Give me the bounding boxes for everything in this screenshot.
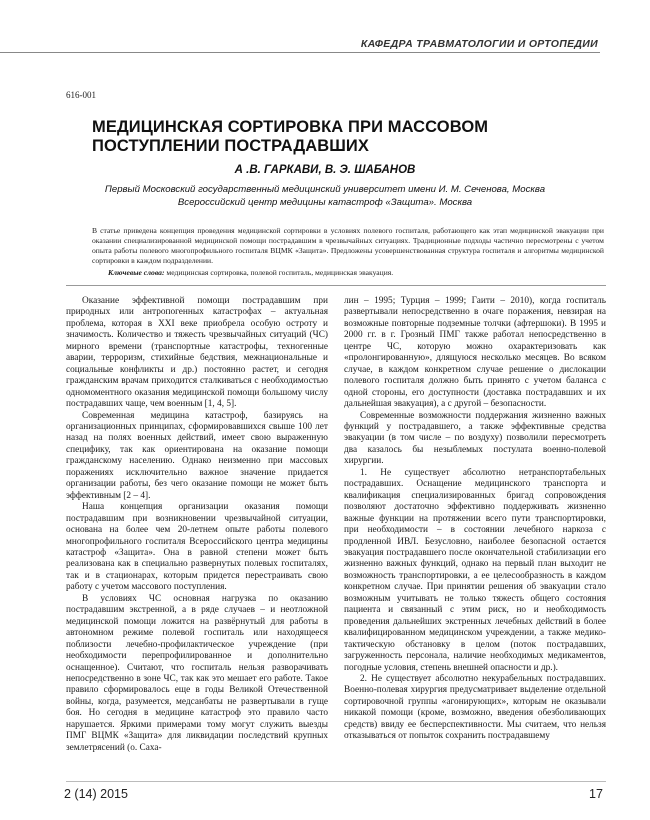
body-column-right bbox=[344, 296, 606, 743]
paragraph: Современная медицина катастроф, базируясь на организационных принципах, сформировавшихся свыше 100 лет назад на полях военных действий, имеет свою выраженную специфику, так как ориентирована на оказание помощи гражданскому населению. Однако неизменно при массовых поражениях исключительно важное значение придается организации работы, без чего оказание помощи не может быть эффективным [2 – 4]. bbox=[66, 410, 328, 501]
section-divider bbox=[66, 285, 606, 286]
section-header: КАФЕДРА ТРАВМАТОЛОГИИ И ОРТОПЕДИИ bbox=[360, 38, 598, 50]
udc-code: 616-001 bbox=[66, 90, 96, 100]
paragraph: Наша концепция организации оказания помощи пострадавшим при возникновении чрезвычайной ситуации, основана на более чем 20-летнем опыте работы полевого многопрофильного госпиталя Всероссийского центра медицины катастроф «Защита». Она в равной степени может быть реализована как в специально развернутых полевых госпиталях, так и в стационарах, которым придется перестраивать свою работу с учетом массового поступления. bbox=[66, 502, 328, 593]
keywords-text: медицинская сортировка, полевой госпиталь, медицинская эвакуация. bbox=[166, 268, 394, 277]
body-column-left bbox=[66, 296, 328, 754]
paragraph: Современные возможности поддержания жизненно важных функций у пострадавшего, а также эффективные средства эвакуации (в том числе – по воздуху) позволили пересмотреть два казалось бы незыблемых постулата военно-полевой хирургии. bbox=[344, 410, 606, 467]
affiliation-1: Первый Московский государственный медицинский университет имени И. М. Сеченова, Москва bbox=[104, 184, 546, 195]
footer-rule bbox=[66, 781, 606, 782]
article-authors: А .В. ГАРКАВИ, В. Э. ШАБАНОВ bbox=[234, 164, 416, 176]
article-title: МЕДИЦИНСКАЯ СОРТИРОВКА ПРИ МАССОВОМ ПОСТУПЛЕНИИ ПОСТРАДАВШИХ bbox=[92, 118, 489, 155]
paragraph: 2. Не существует абсолютно некурабельных пострадавших. Военно-полевая хирургия предусматривает выделение отдельной сортировочной группы «агонирующих», которым не оказывали никакой помощи (кроме, возможно, введения обезболивающих средств) ввиду ее бесперспективности. Мы считаем, что нельзя отказываться от попыток сохранить пострадавшему bbox=[344, 673, 606, 742]
keywords-label: Ключевые слова: bbox=[108, 268, 165, 277]
paragraph: Оказание эффективной помощи пострадавшим при природных или антропогенных катастрофах – актуальная проблема, которая в XXI веке приобрела особую остроту и значимость. Количество и тяжесть чрезвычайных ситуаций (ЧС) мирного времени (транспортные катастрофы, техногенные аварии, терроризм, стихийные бедствия, межнациональные и социальные конфликты и др.) постоянно растет, и сегодня гражданским врачам приходится сталкиваться с необходимостью одномоментного оказания медицинской помощи большому числу пострадавших чаще, чем военным [1, 4, 5]. bbox=[66, 296, 328, 410]
paragraph: В условиях ЧС основная нагрузка по оказанию пострадавшим экстренной, а в ряде случаев – и неотложной медицинской помощи ложится на развёрнутый для работы в автономном режиме полевой госпиталь или находящееся поблизости лечебно-профилактическое учреждение (при необходимости перепрофилированное и дополнительно оснащенное). Считают, что госпиталь нельзя разворачивать непосредственно в зоне ЧС, так как это мешает его работе. Такое правило сформировалось еще в годы Великой Отечественной войны, когда, разумеется, медсанбаты не развертывали в гуще боя. Но сегодня в медицине катастроф это правило часто нарушается. Яркими примерами тому могут служить выезды ПМГ ВЦМК «Защита» для ликвидации последствий крупных землетрясений (о. Саха- bbox=[66, 593, 328, 753]
keywords bbox=[108, 268, 604, 278]
issue-number: 2 (14) 2015 bbox=[64, 787, 128, 801]
affiliation-2: Всероссийский центр медицины катастроф «Защита». Москва bbox=[177, 197, 473, 208]
paragraph: лин – 1995; Турция – 1999; Гаити – 2010), когда госпиталь развертывали непосредственно в очаге поражения, невзирая на возможные повторные подземные толчки (афтершоки). В 1995 и 2000 гг. в г. Грозный ПМГ также работал непосредственно в центре ЧС, которую можно охарактеризовать как «пролонгированную», длящуюся несколько месяцев. Во всяком случае, в каждом конкретном случае решение о дислокации полевого госпиталя должно быть принято с учетом баланса с одной стороны, его доступности (доставка пострадавших и их дальнейшая эвакуация), а с другой – безопасности. bbox=[344, 296, 606, 410]
abstract: В статье приведена концепция проведения медицинской сортировки в условиях полевого госпиталя, работающего как этап медицинской эвакуации при оказании специализированной медицинской помощи пострадавшим в чрезвычайных ситуациях. Традиционные подходы частично пересмотрены с учетом опыта работы полевого многопрофильного госпиталя ВЦМК «Защита». Предложены усовершенствованная структура госпиталя и алгоритмы медицинской сортировки в каждом подразделении. bbox=[92, 226, 604, 265]
paragraph: 1. Не существует абсолютно нетранспортабельных пострадавших. Оснащение медицинского транспорта и квалификация специализированных бригад сопровождения позволяют достаточно эффективно поддерживать жизненно важные функции на протяжении всего пути транспортировки, при необходимости – в состоянии лечебного наркоза с продленной ИВЛ. Безусловно, наиболее безопасной остается эвакуация пострадавшего после окончательной стабилизации его жизненно важных функций, однако на первый план выходит не возможность транспортировки, а ее целесообразность в каждом конкретном случае. При принятии решения об эвакуации стало возможным учитывать не только тяжесть общего состояния пациента и связанный с этим риск, но и необходимость проведения дальнейших экстренных лечебных действий в более квалифицированном медицинском учреждении, а также медико-тактическую обстановку в целом (поток пострадавших, загруженность персонала, наличие необходимых медикаментов, погодные условия, степень внешней опасности и др.). bbox=[344, 467, 606, 673]
page-number: 17 bbox=[589, 787, 603, 801]
